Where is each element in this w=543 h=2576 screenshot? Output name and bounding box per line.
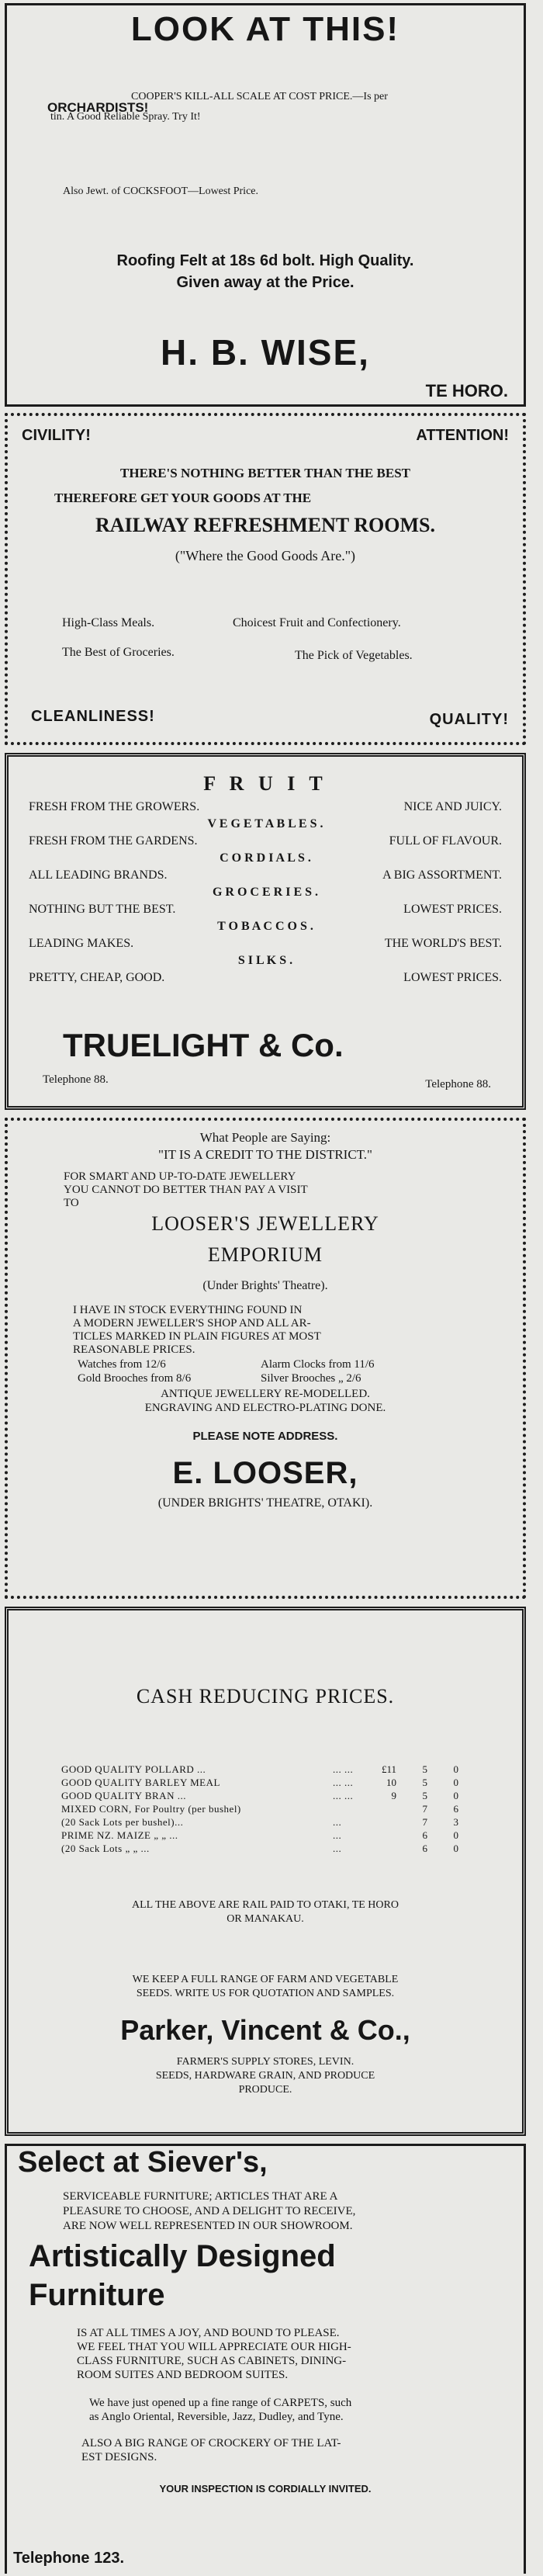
price-pounds: 10 <box>386 1777 396 1788</box>
slogan-line-2: THEREFORE GET YOUR GOODS AT THE <box>54 491 312 505</box>
stock-line-3: TICLES MARKED IN PLAIN FIGURES AT MOST <box>73 1330 321 1343</box>
owner-address: (UNDER BRIGHTS' THEATRE, OTAKI). <box>157 1496 373 1510</box>
seeds-line-2: SEEDS. WRITE US FOR QUOTATION AND SAMPLES. <box>136 1988 395 1999</box>
groceries-text: The Best of Groceries. <box>62 646 175 659</box>
serviceable-line-2: PLEASURE TO CHOOSE, AND A DELIGHT TO RECEIVE, <box>63 2205 356 2217</box>
price-row <box>58 1829 462 1842</box>
furniture-line-3: CLASS FURNITURE, SUCH AS CABINETS, DINING- <box>77 2355 347 2367</box>
stock-line-2: A MODERN JEWELLER'S SHOP AND ALL AR- <box>73 1317 311 1330</box>
price-shillings: 7 <box>422 1803 427 1815</box>
price-shillings: 6 <box>422 1829 427 1841</box>
ad-parker-vincent <box>5 1607 526 2136</box>
fruit-text: Choicest Fruit and Confectionery. <box>233 616 401 629</box>
price-item-dots: ... <box>333 1843 342 1854</box>
rail-line-1: ALL THE ABOVE ARE RAIL PAID TO OTAKI, TE HORO <box>132 1899 399 1911</box>
cooper-line-2: tin. A Good Reliable Spray. Try It! <box>50 111 201 123</box>
price-shillings: 7 <box>422 1816 427 1828</box>
price-item-label: GOOD QUALITY POLLARD ... <box>61 1763 206 1775</box>
invitation: YOUR INSPECTION IS CORDIALLY INVITED. <box>159 2483 372 2495</box>
merchant-name: H. B. WISE, <box>161 332 370 373</box>
price-shillings: 5 <box>422 1763 427 1775</box>
seeds-line-1: WE KEEP A FULL RANGE OF FARM AND VEGETABLE <box>132 1974 399 1985</box>
price-pence: 0 <box>453 1790 458 1801</box>
price-item-label: GOOD QUALITY BARLEY MEAL <box>61 1777 220 1788</box>
price-row <box>58 1763 462 1776</box>
price-item-label: (20 Sack Lots „ „ ... <box>61 1843 150 1854</box>
roofing-line-1: Roofing Felt at 18s 6d bolt. High Quality. <box>116 252 414 269</box>
quote-line: "IT IS A CREDIT TO THE DISTRICT." <box>158 1147 372 1162</box>
price-pence: 0 <box>453 1829 458 1841</box>
r3-right: FULL OF FLAVOUR. <box>389 834 502 848</box>
antique-line: ANTIQUE JEWELLERY RE-MODELLED. <box>161 1388 370 1400</box>
orchardists-heading: ORCHARDISTS! <box>47 100 149 115</box>
ad-truelight-fruit <box>5 753 526 1110</box>
price-item-dots: ... <box>333 1829 342 1841</box>
business-name: RAILWAY REFRESHMENT ROOMS. <box>95 514 435 536</box>
roofing-line-2: Given away at the Price. <box>176 274 355 291</box>
price-pence: 3 <box>453 1816 458 1828</box>
price-item-label: (20 Sack Lots per bushel)... <box>61 1816 184 1828</box>
civility-label: CIVILITY! <box>22 427 91 444</box>
firm-name: Parker, Vincent & Co., <box>120 2014 410 2046</box>
price-pence: 0 <box>453 1763 458 1775</box>
tagline: ("Where the Good Goods Are.") <box>175 548 356 563</box>
price-pounds: 9 <box>391 1790 396 1801</box>
r11-left: PRETTY, CHEAP, GOOD. <box>29 971 165 984</box>
telephone: Telephone 123. <box>13 2550 125 2567</box>
price-list <box>58 1763 462 1855</box>
ad-looser-jewellery <box>5 1118 526 1599</box>
price-item-dots: ... ... <box>333 1763 354 1775</box>
furniture-line-2: WE FEEL THAT YOU WILL APPRECIATE OUR HIGH- <box>77 2341 351 2353</box>
price-row <box>58 1789 462 1802</box>
emporium-name-2: EMPORIUM <box>207 1243 323 1266</box>
serviceable-line-1: SERVICEABLE FURNITURE; ARTICLES THAT ARE A <box>63 2190 338 2203</box>
price-pence: 6 <box>453 1803 458 1815</box>
price-row <box>58 1815 462 1829</box>
attention-label: ATTENTION! <box>416 427 509 444</box>
price-pounds <box>368 1802 399 1815</box>
price-pounds <box>368 1815 399 1829</box>
furniture-line-4: ROOM SUITES AND BEDROOM SUITES. <box>77 2369 289 2381</box>
ad-railway-refreshment <box>5 413 526 745</box>
vegetables-heading: V E G E T A B L E S . <box>207 817 323 830</box>
crockery-line-2: EST DESIGNS. <box>81 2451 157 2463</box>
price-row <box>58 1776 462 1789</box>
meals-text: High-Class Meals. <box>62 616 155 629</box>
firm-sub-2: SEEDS, HARDWARE GRAIN, AND PRODUCE <box>155 2070 375 2082</box>
r11-right: LOWEST PRICES. <box>403 971 502 984</box>
emporium-name-1: LOOSER'S JEWELLERY <box>151 1212 379 1235</box>
price-shillings: 6 <box>422 1843 427 1854</box>
price-item-label: PRIME NZ. MAIZE „ „ ... <box>61 1829 178 1841</box>
emporium-location: (Under Brights' Theatre). <box>202 1279 328 1292</box>
rail-line-2: OR MANAKAU. <box>227 1913 304 1925</box>
intro-line: What People are Saying: <box>199 1130 331 1145</box>
silks-heading: S I L K S . <box>237 954 293 967</box>
furniture-heading-1: Artistically Designed <box>29 2239 336 2273</box>
telephone-right: Telephone 88. <box>425 1078 491 1090</box>
r5-right: A BIG ASSORTMENT. <box>382 868 502 882</box>
r3-left: FRESH FROM THE GARDENS. <box>29 834 198 848</box>
price-shillings: 5 <box>422 1790 427 1801</box>
cocksfoot-line: Also Jewt. of COCKSFOOT—Lowest Price. <box>63 185 258 197</box>
engraving-line: ENGRAVING AND ELECTRO-PLATING DONE. <box>144 1402 386 1414</box>
stock-line-4: REASONABLE PRICES. <box>73 1343 195 1356</box>
firm-name: TRUELIGHT & Co. <box>63 1027 344 1063</box>
serviceable-paragraph <box>63 2189 355 2234</box>
furniture-line-1: IS AT ALL TIMES A JOY, AND BOUND TO PLEASE. <box>77 2327 340 2339</box>
carpets-line-2: as Anglo Oriental, Reversible, Jazz, Dudley, and Tyne. <box>89 2411 344 2423</box>
cooper-line-1: COOPER'S KILL-ALL SCALE AT COST PRICE.—Is per <box>131 91 388 102</box>
visit-line-2: YOU CANNOT DO BETTER THAN PAY A VISIT <box>64 1184 308 1196</box>
visit-paragraph <box>64 1170 308 1210</box>
price-pounds <box>368 1842 399 1855</box>
groceries-heading: G R O C E R I E S . <box>212 886 319 899</box>
alarm-clocks-price: Alarm Clocks from 11/6 <box>261 1358 375 1371</box>
furniture-heading-2: Furniture <box>29 2278 165 2312</box>
visit-line-1: FOR SMART AND UP-TO-DATE JEWELLERY <box>64 1170 296 1183</box>
merchant-town: TE HORO. <box>425 381 508 400</box>
stock-line-1: I HAVE IN STOCK EVERYTHING FOUND IN <box>73 1304 303 1316</box>
r1-left: FRESH FROM THE GROWERS. <box>29 800 200 813</box>
price-pounds <box>368 1829 399 1842</box>
watches-price: Watches from 12/6 <box>78 1358 166 1371</box>
fruit-list <box>29 799 502 986</box>
r5-left: ALL LEADING BRANDS. <box>29 868 168 882</box>
price-item-label: GOOD QUALITY BRAN ... <box>61 1790 186 1801</box>
ad-wise-orchard <box>5 3 526 407</box>
furniture-paragraph <box>77 2326 351 2382</box>
r9-left: LEADING MAKES. <box>29 937 134 950</box>
price-item-label: MIXED CORN, For Poultry (per bushel) <box>61 1803 241 1815</box>
owner-name: E. LOOSER, <box>172 1456 358 1490</box>
serviceable-line-3: ARE NOW WELL REPRESENTED IN OUR SHOWROOM. <box>63 2220 353 2232</box>
crockery-line-1: ALSO A BIG RANGE OF CROCKERY OF THE LAT- <box>81 2437 341 2449</box>
price-item-dots <box>330 1802 368 1815</box>
price-pounds: £11 <box>381 1763 396 1775</box>
price-pence: 0 <box>453 1843 458 1854</box>
cordials-heading: C O R D I A L S . <box>220 851 311 865</box>
address-note: PLEASE NOTE ADDRESS. <box>192 1430 338 1443</box>
r7-left: NOTHING BUT THE BEST. <box>29 903 176 916</box>
visit-line-3: TO <box>64 1197 79 1209</box>
price-pence: 0 <box>453 1777 458 1788</box>
firm-sub-1: FARMER'S SUPPLY STORES, LEVIN. <box>176 2056 355 2068</box>
fruit-title: F R U I T <box>203 772 327 795</box>
ad-sievers-furniture <box>5 2144 526 2574</box>
r9-right: THE WORLD'S BEST. <box>384 937 502 950</box>
stock-paragraph <box>73 1304 321 1357</box>
silver-brooches-price: Silver Brooches „ 2/6 <box>261 1372 361 1385</box>
quality-label: QUALITY! <box>429 711 509 728</box>
price-item-dots: ... ... <box>333 1777 354 1788</box>
r1-right: NICE AND JUICY. <box>403 800 502 813</box>
vegetables-text: The Pick of Vegetables. <box>295 649 413 662</box>
price-row <box>58 1802 462 1815</box>
headline: Select at Siever's, <box>18 2146 268 2179</box>
r7-right: LOWEST PRICES. <box>403 903 502 916</box>
telephone-left: Telephone 88. <box>43 1073 109 1086</box>
slogan-line-1: THERE'S NOTHING BETTER THAN THE BEST <box>120 466 410 480</box>
carpets-line-1: We have just opened up a fine range of CARPETS, such <box>89 2397 352 2409</box>
price-row <box>58 1842 462 1855</box>
tobaccos-heading: T O B A C C O S . <box>217 920 313 933</box>
carpets-paragraph <box>89 2396 351 2424</box>
headline: LOOK AT THIS! <box>130 10 400 48</box>
price-item-dots: ... <box>333 1816 342 1828</box>
prices-title: CASH REDUCING PRICES. <box>136 1685 395 1708</box>
gold-brooches-price: Gold Brooches from 8/6 <box>78 1372 192 1385</box>
firm-sub-3: PRODUCE. <box>238 2084 292 2096</box>
price-item-dots: ... ... <box>333 1790 354 1801</box>
cleanliness-label: CLEANLINESS! <box>31 708 155 725</box>
price-shillings: 5 <box>422 1777 427 1788</box>
crockery-paragraph <box>81 2436 341 2464</box>
